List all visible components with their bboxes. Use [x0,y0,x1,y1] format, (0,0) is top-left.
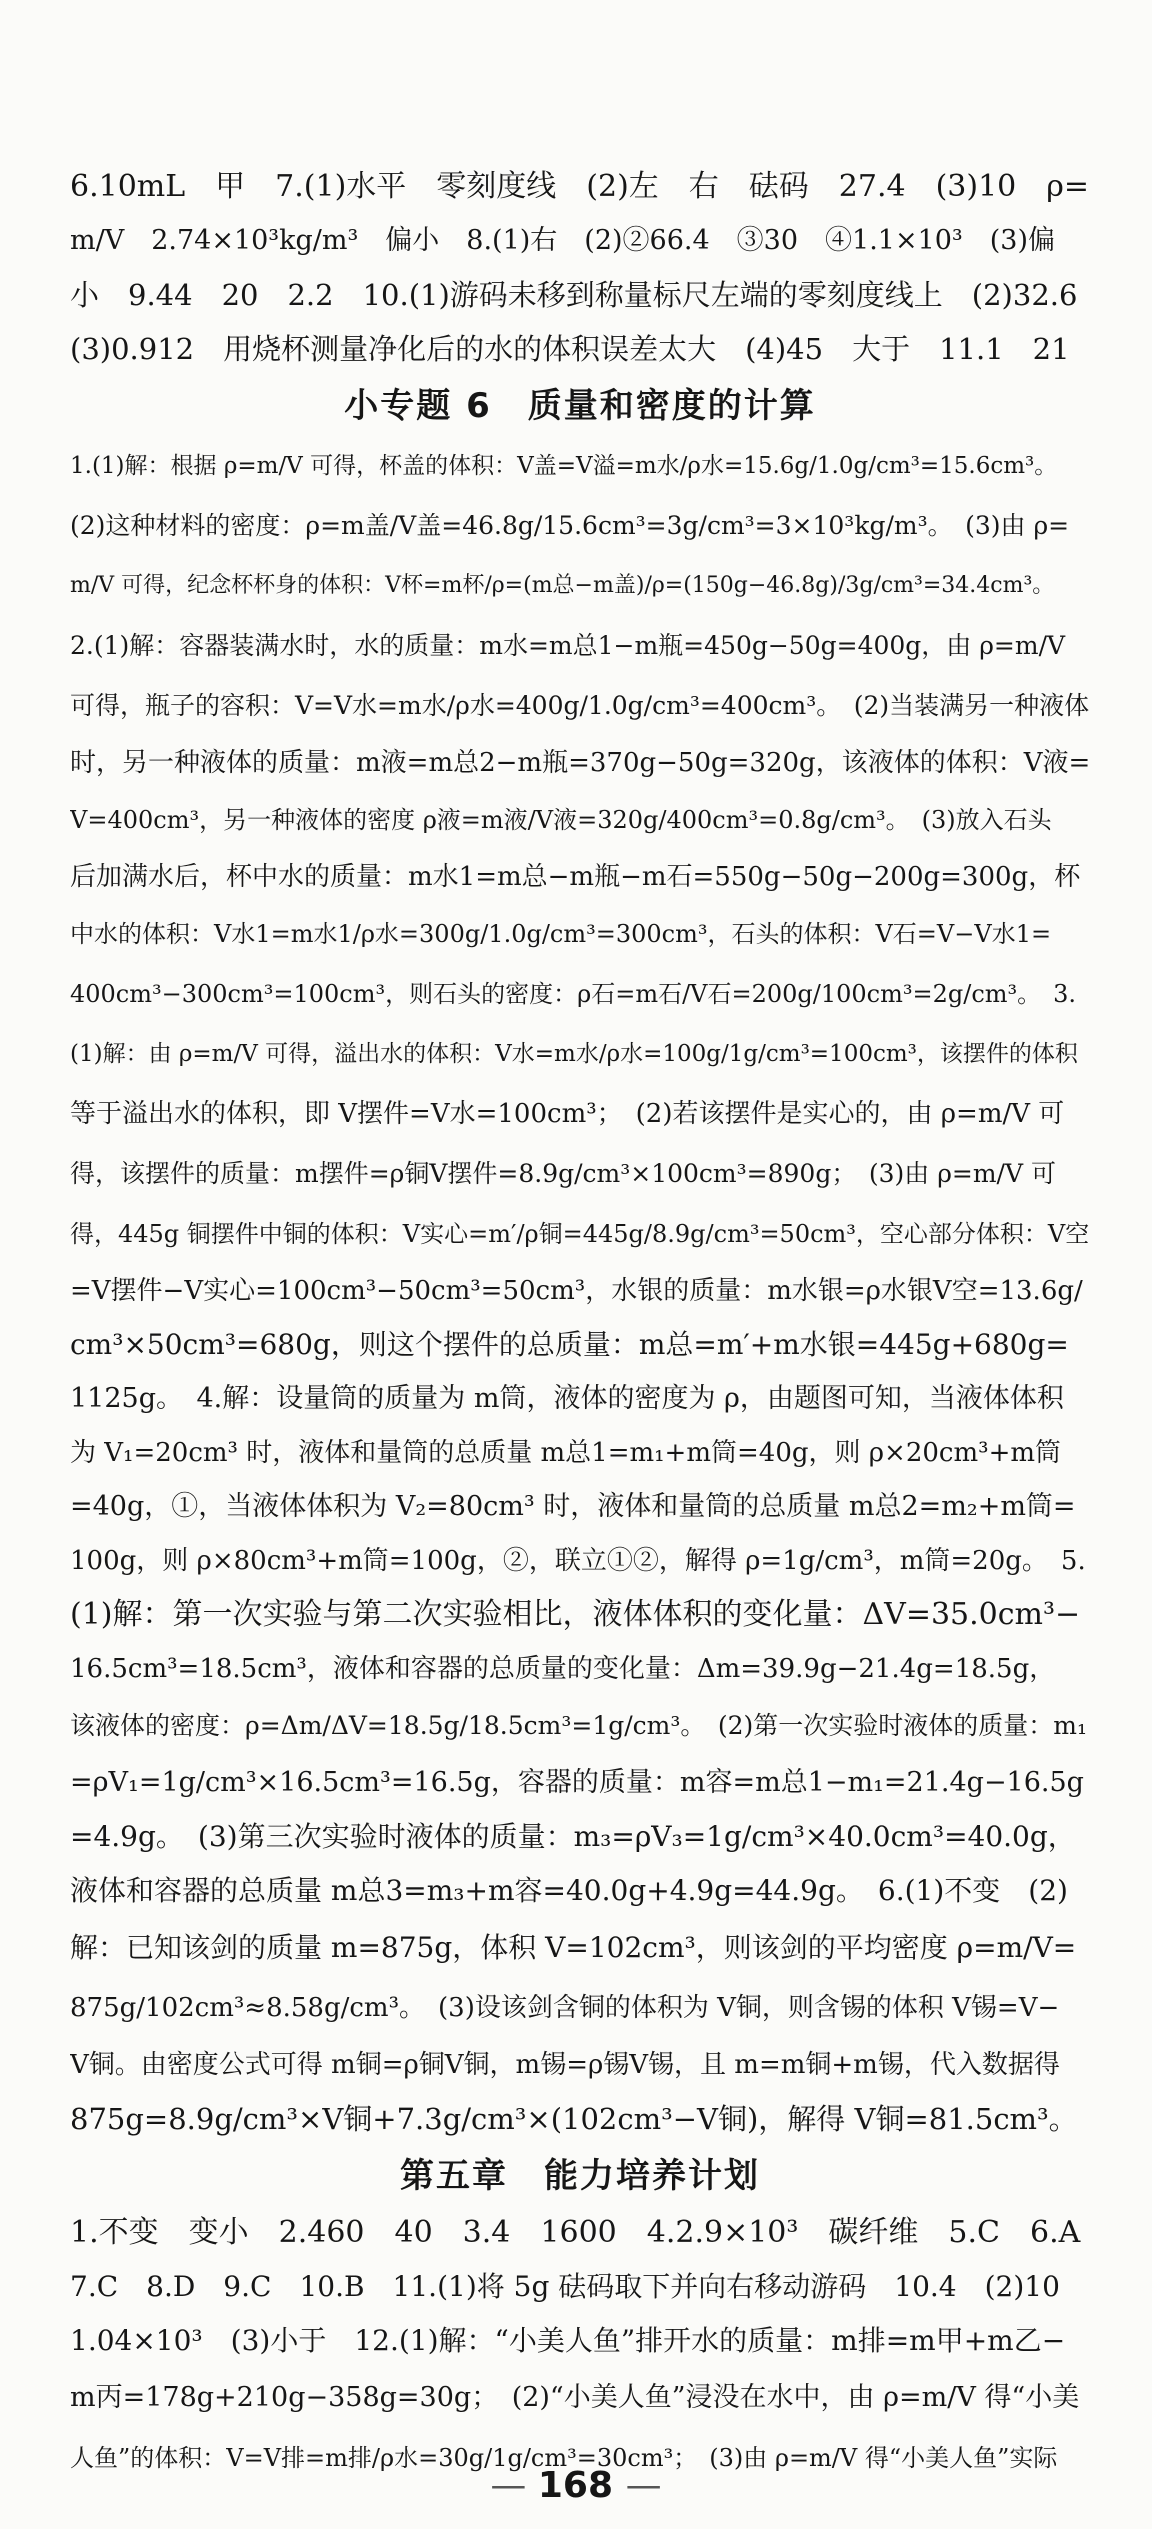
text-line: 等于溢出水的体积，即 V摆件=V水=100cm³； (2)若该摆件是实心的，由 ρ=m/V 可 [70,1099,1065,1129]
text-line: 7.C 8.D 9.C 10.B 11.(1)将 5g 砝码取下并向右移动游码 10.4 (2)10 [70,2270,1060,2303]
text-line: 后加满水后，杯中水的质量：m水1=m总−m瓶−m石=550g−50g−200g=300g，杯 [70,862,1081,892]
section-heading: 小专题 6 质量和密度的计算 [344,386,816,426]
text-line: =40g，①，当液体体积为 V₂=80cm³ 时，液体和量筒的总质量 m总2=m₂+m筒= [70,1491,1076,1522]
text-line: =4.9g。 (3)第三次实验时液体的质量：m₃=ρV₃=1g/cm³×40.0cm³=40.0g， [70,1820,1076,1853]
text-line: m丙=178g+210g−358g=30g； (2)“小美人鱼”浸没在水中，由 ρ=m/V 得“小美 [70,2382,1080,2413]
text-line: (1)解：第一次实验与第二次实验相比，液体体积的变化量：ΔV=35.0cm³− [70,1597,1081,1632]
text-line: V铜。由密度公式可得 m铜=ρ铜V铜，m锡=ρ锡V锡，且 m=m铜+m锡，代入数据得 [70,2050,1060,2080]
text-line: 可得，瓶子的容积：V=V水=m水/ρ水=400g/1.0g/cm³=400cm³。 (2)当装满另一种液体 [70,691,1090,720]
answer-block-1 [70,160,1090,376]
text-line: 400cm³−300cm³=100cm³，则石头的密度：ρ石=m石/V石=200g/100cm³=2g/cm³。 3. [70,980,1077,1008]
text-line: 得，该摆件的质量：m摆件=ρ铜V摆件=8.9g/cm³×100cm³=890g； (3)由 ρ=m/V 可 [70,1159,1056,1188]
text-line: (1)解：由 ρ=m/V 可得，溢出水的体积：V水=m水/ρ水=100g/1g/cm³=100cm³，该摆件的体积 [70,1041,1078,1067]
text-line: m/V 可得，纪念杯杯身的体积：V杯=m杯/ρ=(m总−m盖)/ρ=(150g−46.8g)/3g/cm³=34.4cm³。 [70,573,1055,598]
page-number-value: 168 [537,2465,614,2506]
text-line: 解：已知该剑的质量 m=875g，体积 V=102cm³，则该剑的平均密度 ρ=m/V= [70,1931,1077,1964]
text-line: 小 9.44 20 2.2 10.(1)游码未移到称量标尺左端的零刻度线上 (2)32.6 [70,278,1078,312]
text-line: 2.(1)解：容器装满水时，水的质量：m水=m总1−m瓶=450g−50g=400g，由 ρ=m/V [70,631,1066,660]
text-line: (3)0.912 用烧杯测量净化后的水的体积误差太大 (4)45 大于 11.1 21 [70,332,1070,366]
text-line: 人鱼”的体积：V=V排=m排/ρ水=30g/1g/cm³=30cm³； (3)由 ρ=m/V 得“小美人鱼”实际 [70,2444,1058,2472]
text-line: 时，另一种液体的质量：m液=m总2−m瓶=370g−50g=320g，该液体的体积：V液= [70,748,1090,778]
text-line: 得，445g 铜摆件中铜的体积：V实心=m′/ρ铜=445g/8.9g/cm³=50cm³，空心部分体积：V空 [70,1220,1090,1248]
text-line: (2)这种材料的密度：ρ=m盖/V盖=46.8g/15.6cm³=3g/cm³=3×10³kg/m³。 (3)由 ρ= [70,511,1070,540]
page-content [70,160,1090,2488]
text-line: 为 V₁=20cm³ 时，液体和量筒的总质量 m总1=m₁+m筒=40g，则 ρ×20cm³+m筒 [70,1438,1062,1468]
text-line: 该液体的密度：ρ=Δm/ΔV=18.5g/18.5cm³=1g/cm³。 (2)第一次实验时液体的质量：m₁ [70,1711,1088,1740]
text-line: V=400cm³，另一种液体的密度 ρ液=m液/V液=320g/400cm³=0.8g/cm³。 (3)放入石头 [70,806,1052,834]
text-line: 1.04×10³ (3)小于 12.(1)解：“小美人鱼”排开水的质量：m排=m甲+m乙− [70,2324,1066,2357]
text-line: =V摆件−V实心=100cm³−50cm³=50cm³，水银的质量：m水银=ρ水银V空=13.6g/ [70,1276,1083,1306]
answer-block-2 [70,436,1090,2146]
text-line: 中水的体积：V水1=m水1/ρ水=300g/1.0g/cm³=300cm³，石头的体积：V石=V−V水1= [70,920,1052,948]
page-number-dash-left: — [490,2465,538,2506]
text-line: 6.10mL 甲 7.(1)水平 零刻度线 (2)左 右 砝码 27.4 (3)10 ρ= [70,169,1090,204]
text-line: =ρV₁=1g/cm³×16.5cm³=16.5g，容器的质量：m容=m总1−m₁=21.4g−16.5g [70,1767,1084,1798]
text-line: 1125g。 4.解：设量筒的质量为 m筒，液体的密度为 ρ，由题图可知，当液体体积 [70,1383,1064,1414]
text-line: 1.(1)解：根据 ρ=m/V 可得，杯盖的体积：V盖=V溢=m水/ρ水=15.6g/1.0g/cm³=15.6cm³。 [70,453,1058,479]
answer-block-3 [70,2206,1090,2488]
page-number-dash-right: — [625,2465,662,2506]
text-line: 100g，则 ρ×80cm³+m筒=100g，②，联立①②，解得 ρ=1g/cm³，m筒=20g。 5. [70,1546,1086,1576]
text-line: cm³×50cm³=680g，则这个摆件的总质量：m总=m′+m水银=445g+680g= [70,1328,1069,1361]
chapter-heading: 第五章 能力培养计划 [400,2156,760,2196]
text-line: 1.不变 变小 2.460 40 3.4 1600 4.2.9×10³ 碳纤维 5.C 6.A [70,2215,1081,2250]
page-number [0,2465,1152,2506]
text-line: 液体和容器的总质量 m总3=m₃+m容=40.0g+4.9g=44.9g。 6.(1)不变 (2) [70,1874,1068,1907]
text-line: 875g=8.9g/cm³×V铜+7.3g/cm³×(102cm³−V铜)，解得 V铜=81.5cm³。 [70,2102,1078,2136]
text-line: 16.5cm³=18.5cm³，液体和容器的总质量的变化量：Δm=39.9g−21.4g=18.5g， [70,1654,1056,1684]
text-line: m/V 2.74×10³kg/m³ 偏小 8.(1)右 (2)②66.4 ③30 ④1.1×10³ (3)偏 [70,225,1055,256]
text-line: 875g/102cm³≈8.58g/cm³。 (3)设该剑含铜的体积为 V铜，则含锡的体积 V锡=V− [70,1993,1060,2023]
